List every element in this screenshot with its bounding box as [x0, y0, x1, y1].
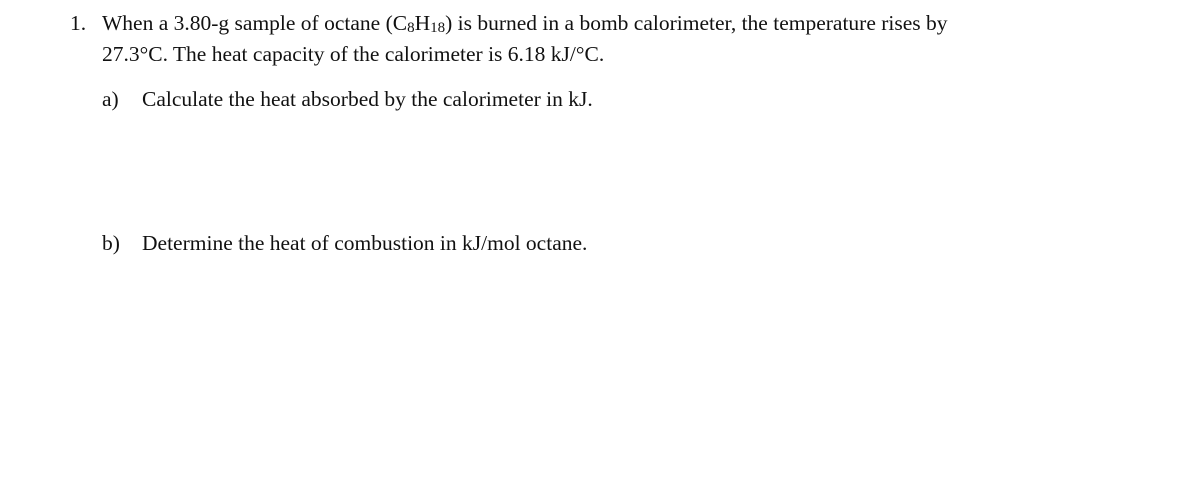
statement-text-start: When a 3.80-g sample of octane (C — [102, 11, 408, 35]
problem-statement-line-2: 27.3°C. The heat capacity of the calorimeter is 6.18 kJ/°C. — [102, 42, 605, 66]
part-a-label: a) — [102, 87, 119, 111]
part-a-text: Calculate the heat absorbed by the calorimeter in kJ. — [142, 87, 593, 111]
formula-hydrogen: H — [414, 11, 431, 35]
formula-hydrogen-subscript: 18 — [430, 20, 446, 36]
part-b-label: b) — [102, 231, 120, 255]
problem-statement-line-1 — [70, 10, 948, 39]
part-b-text: Determine the heat of combustion in kJ/mol octane. — [142, 231, 588, 255]
problem-number: 1. — [70, 11, 87, 35]
formula-carbon-subscript: 8 — [407, 20, 415, 36]
statement-text-end: ) is burned in a bomb calorimeter, the temperature rises by — [445, 11, 948, 35]
part-a — [102, 86, 593, 112]
part-b — [102, 230, 587, 256]
